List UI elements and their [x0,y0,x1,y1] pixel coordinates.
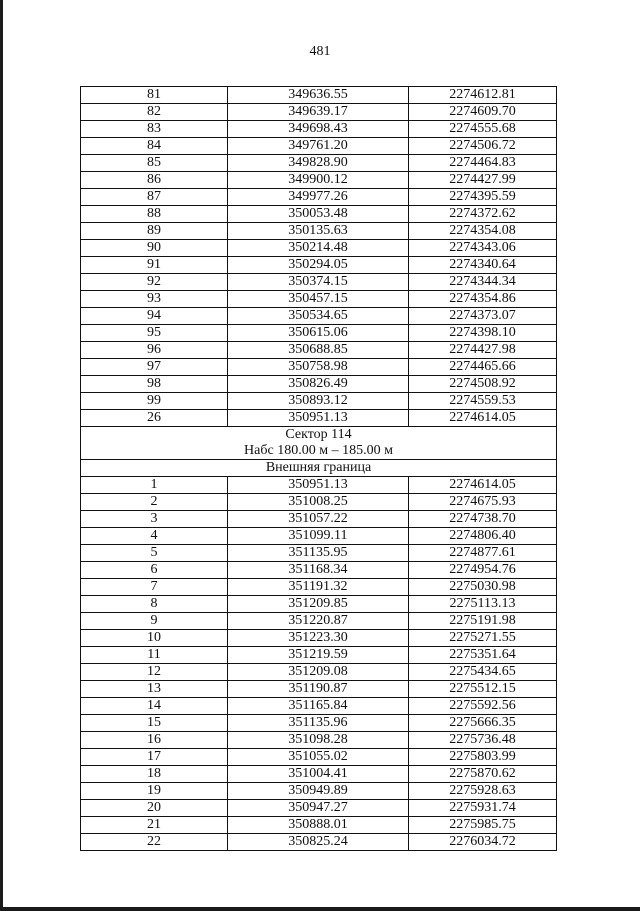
table-row [81,172,557,189]
x-coordinate-cell: 351055.02 [228,749,409,766]
table-row [81,206,557,223]
y-coordinate-cell: 2274373.07 [409,308,557,325]
point-number-cell: 18 [81,766,228,783]
point-number-cell: 83 [81,121,228,138]
point-number-cell: 85 [81,155,228,172]
x-coordinate-cell: 350294.05 [228,257,409,274]
page-number: 481 [309,44,331,59]
sector-height-row [81,443,557,460]
table-row [81,630,557,647]
sector-title: Сектор 114 [81,427,557,444]
table-row [81,189,557,206]
y-coordinate-cell: 2274506.72 [409,138,557,155]
y-coordinate-cell: 2274614.05 [409,477,557,494]
coordinates-table [80,86,557,851]
x-coordinate-cell: 350135.63 [228,223,409,240]
point-number-cell: 15 [81,715,228,732]
point-number-cell: 2 [81,494,228,511]
table-row [81,104,557,121]
x-coordinate-cell: 350534.65 [228,308,409,325]
point-number-cell: 11 [81,647,228,664]
page-bottom-edge [0,907,640,911]
x-coordinate-cell: 350374.15 [228,274,409,291]
x-coordinate-cell: 351191.32 [228,579,409,596]
point-number-cell: 22 [81,834,228,851]
y-coordinate-cell: 2274343.06 [409,240,557,257]
x-coordinate-cell: 349698.43 [228,121,409,138]
point-number-cell: 12 [81,664,228,681]
table-row [81,477,557,494]
y-coordinate-cell: 2274427.98 [409,342,557,359]
x-coordinate-cell: 350951.13 [228,477,409,494]
x-coordinate-cell: 350947.27 [228,800,409,817]
point-number-cell: 89 [81,223,228,240]
x-coordinate-cell: 349761.20 [228,138,409,155]
point-number-cell: 26 [81,410,228,427]
point-number-cell: 4 [81,528,228,545]
x-coordinate-cell: 351057.22 [228,511,409,528]
x-coordinate-cell: 351220.87 [228,613,409,630]
point-number-cell: 96 [81,342,228,359]
point-number-cell: 90 [81,240,228,257]
table-row [81,766,557,783]
page-left-edge [0,0,3,911]
coordinates-table-bottom-section [81,477,557,851]
y-coordinate-cell: 2274354.08 [409,223,557,240]
y-coordinate-cell: 2274806.40 [409,528,557,545]
x-coordinate-cell: 351209.85 [228,596,409,613]
point-number-cell: 93 [81,291,228,308]
x-coordinate-cell: 349639.17 [228,104,409,121]
y-coordinate-cell: 2274555.68 [409,121,557,138]
x-coordinate-cell: 349900.12 [228,172,409,189]
table-row [81,138,557,155]
x-coordinate-cell: 350949.89 [228,783,409,800]
x-coordinate-cell: 350053.48 [228,206,409,223]
point-number-cell: 97 [81,359,228,376]
x-coordinate-cell: 350615.06 [228,325,409,342]
point-number-cell: 7 [81,579,228,596]
point-number-cell: 21 [81,817,228,834]
y-coordinate-cell: 2276034.72 [409,834,557,851]
y-coordinate-cell: 2274465.66 [409,359,557,376]
x-coordinate-cell: 351165.84 [228,698,409,715]
table-row [81,749,557,766]
y-coordinate-cell: 2274614.05 [409,410,557,427]
point-number-cell: 81 [81,87,228,104]
y-coordinate-cell: 2274464.83 [409,155,557,172]
boundary-title-row [81,460,557,477]
coordinates-table-top-section [81,87,557,427]
x-coordinate-cell: 351219.59 [228,647,409,664]
y-coordinate-cell: 2274398.10 [409,325,557,342]
table-row [81,528,557,545]
x-coordinate-cell: 351098.28 [228,732,409,749]
table-row [81,613,557,630]
x-coordinate-cell: 351190.87 [228,681,409,698]
point-number-cell: 99 [81,393,228,410]
table-row [81,155,557,172]
x-coordinate-cell: 349636.55 [228,87,409,104]
table-row [81,223,557,240]
x-coordinate-cell: 349828.90 [228,155,409,172]
point-number-cell: 84 [81,138,228,155]
table-row [81,511,557,528]
y-coordinate-cell: 2275736.48 [409,732,557,749]
table-row [81,647,557,664]
y-coordinate-cell: 2274372.62 [409,206,557,223]
table-row [81,698,557,715]
point-number-cell: 98 [81,376,228,393]
x-coordinate-cell: 350825.24 [228,834,409,851]
y-coordinate-cell: 2274609.70 [409,104,557,121]
table-row [81,800,557,817]
point-number-cell: 92 [81,274,228,291]
table-row [81,274,557,291]
point-number-cell: 9 [81,613,228,630]
x-coordinate-cell: 351209.08 [228,664,409,681]
table-row [81,494,557,511]
point-number-cell: 20 [81,800,228,817]
x-coordinate-cell: 351004.41 [228,766,409,783]
y-coordinate-cell: 2274354.86 [409,291,557,308]
x-coordinate-cell: 350457.15 [228,291,409,308]
y-coordinate-cell: 2275592.56 [409,698,557,715]
x-coordinate-cell: 350888.01 [228,817,409,834]
sector-height-range: Набс 180.00 м – 185.00 м [81,443,557,460]
table-row [81,121,557,138]
table-row [81,376,557,393]
y-coordinate-cell: 2275931.74 [409,800,557,817]
y-coordinate-cell: 2275113.13 [409,596,557,613]
x-coordinate-cell: 350758.98 [228,359,409,376]
point-number-cell: 10 [81,630,228,647]
boundary-title: Внешняя граница [81,460,557,477]
x-coordinate-cell: 350214.48 [228,240,409,257]
x-coordinate-cell: 350951.13 [228,410,409,427]
y-coordinate-cell: 2274675.93 [409,494,557,511]
table-row [81,257,557,274]
x-coordinate-cell: 351168.34 [228,562,409,579]
table-row [81,562,557,579]
y-coordinate-cell: 2274877.61 [409,545,557,562]
point-number-cell: 91 [81,257,228,274]
table-row [81,87,557,104]
y-coordinate-cell: 2274508.92 [409,376,557,393]
y-coordinate-cell: 2275351.64 [409,647,557,664]
y-coordinate-cell: 2275803.99 [409,749,557,766]
table-row [81,715,557,732]
table-row [81,783,557,800]
table-row [81,817,557,834]
point-number-cell: 16 [81,732,228,749]
table-row [81,291,557,308]
table-row [81,664,557,681]
point-number-cell: 14 [81,698,228,715]
x-coordinate-cell: 350826.49 [228,376,409,393]
table-row [81,596,557,613]
table-row [81,342,557,359]
point-number-cell: 5 [81,545,228,562]
point-number-cell: 19 [81,783,228,800]
y-coordinate-cell: 2274395.59 [409,189,557,206]
y-coordinate-cell: 2275271.55 [409,630,557,647]
point-number-cell: 17 [81,749,228,766]
y-coordinate-cell: 2275512.15 [409,681,557,698]
table-row [81,240,557,257]
point-number-cell: 95 [81,325,228,342]
point-number-cell: 94 [81,308,228,325]
y-coordinate-cell: 2275434.65 [409,664,557,681]
sector-header-section [81,427,557,477]
table-row [81,410,557,427]
y-coordinate-cell: 2274559.53 [409,393,557,410]
table-row [81,325,557,342]
table-row [81,545,557,562]
y-coordinate-cell: 2275030.98 [409,579,557,596]
point-number-cell: 6 [81,562,228,579]
y-coordinate-cell: 2275985.75 [409,817,557,834]
x-coordinate-cell: 351223.30 [228,630,409,647]
x-coordinate-cell: 349977.26 [228,189,409,206]
table-row [81,681,557,698]
table-row [81,732,557,749]
x-coordinate-cell: 351135.95 [228,545,409,562]
x-coordinate-cell: 350893.12 [228,393,409,410]
x-coordinate-cell: 350688.85 [228,342,409,359]
x-coordinate-cell: 351008.25 [228,494,409,511]
point-number-cell: 13 [81,681,228,698]
y-coordinate-cell: 2274954.76 [409,562,557,579]
sector-title-row [81,427,557,444]
y-coordinate-cell: 2274738.70 [409,511,557,528]
y-coordinate-cell: 2275928.63 [409,783,557,800]
point-number-cell: 8 [81,596,228,613]
y-coordinate-cell: 2274427.99 [409,172,557,189]
point-number-cell: 87 [81,189,228,206]
y-coordinate-cell: 2275870.62 [409,766,557,783]
point-number-cell: 88 [81,206,228,223]
table-row [81,308,557,325]
x-coordinate-cell: 351135.96 [228,715,409,732]
point-number-cell: 82 [81,104,228,121]
point-number-cell: 86 [81,172,228,189]
point-number-cell: 3 [81,511,228,528]
y-coordinate-cell: 2274344.34 [409,274,557,291]
table-row [81,359,557,376]
table-row [81,834,557,851]
x-coordinate-cell: 351099.11 [228,528,409,545]
table-row [81,393,557,410]
y-coordinate-cell: 2274340.64 [409,257,557,274]
y-coordinate-cell: 2275191.98 [409,613,557,630]
table-row [81,579,557,596]
y-coordinate-cell: 2275666.35 [409,715,557,732]
point-number-cell: 1 [81,477,228,494]
y-coordinate-cell: 2274612.81 [409,87,557,104]
